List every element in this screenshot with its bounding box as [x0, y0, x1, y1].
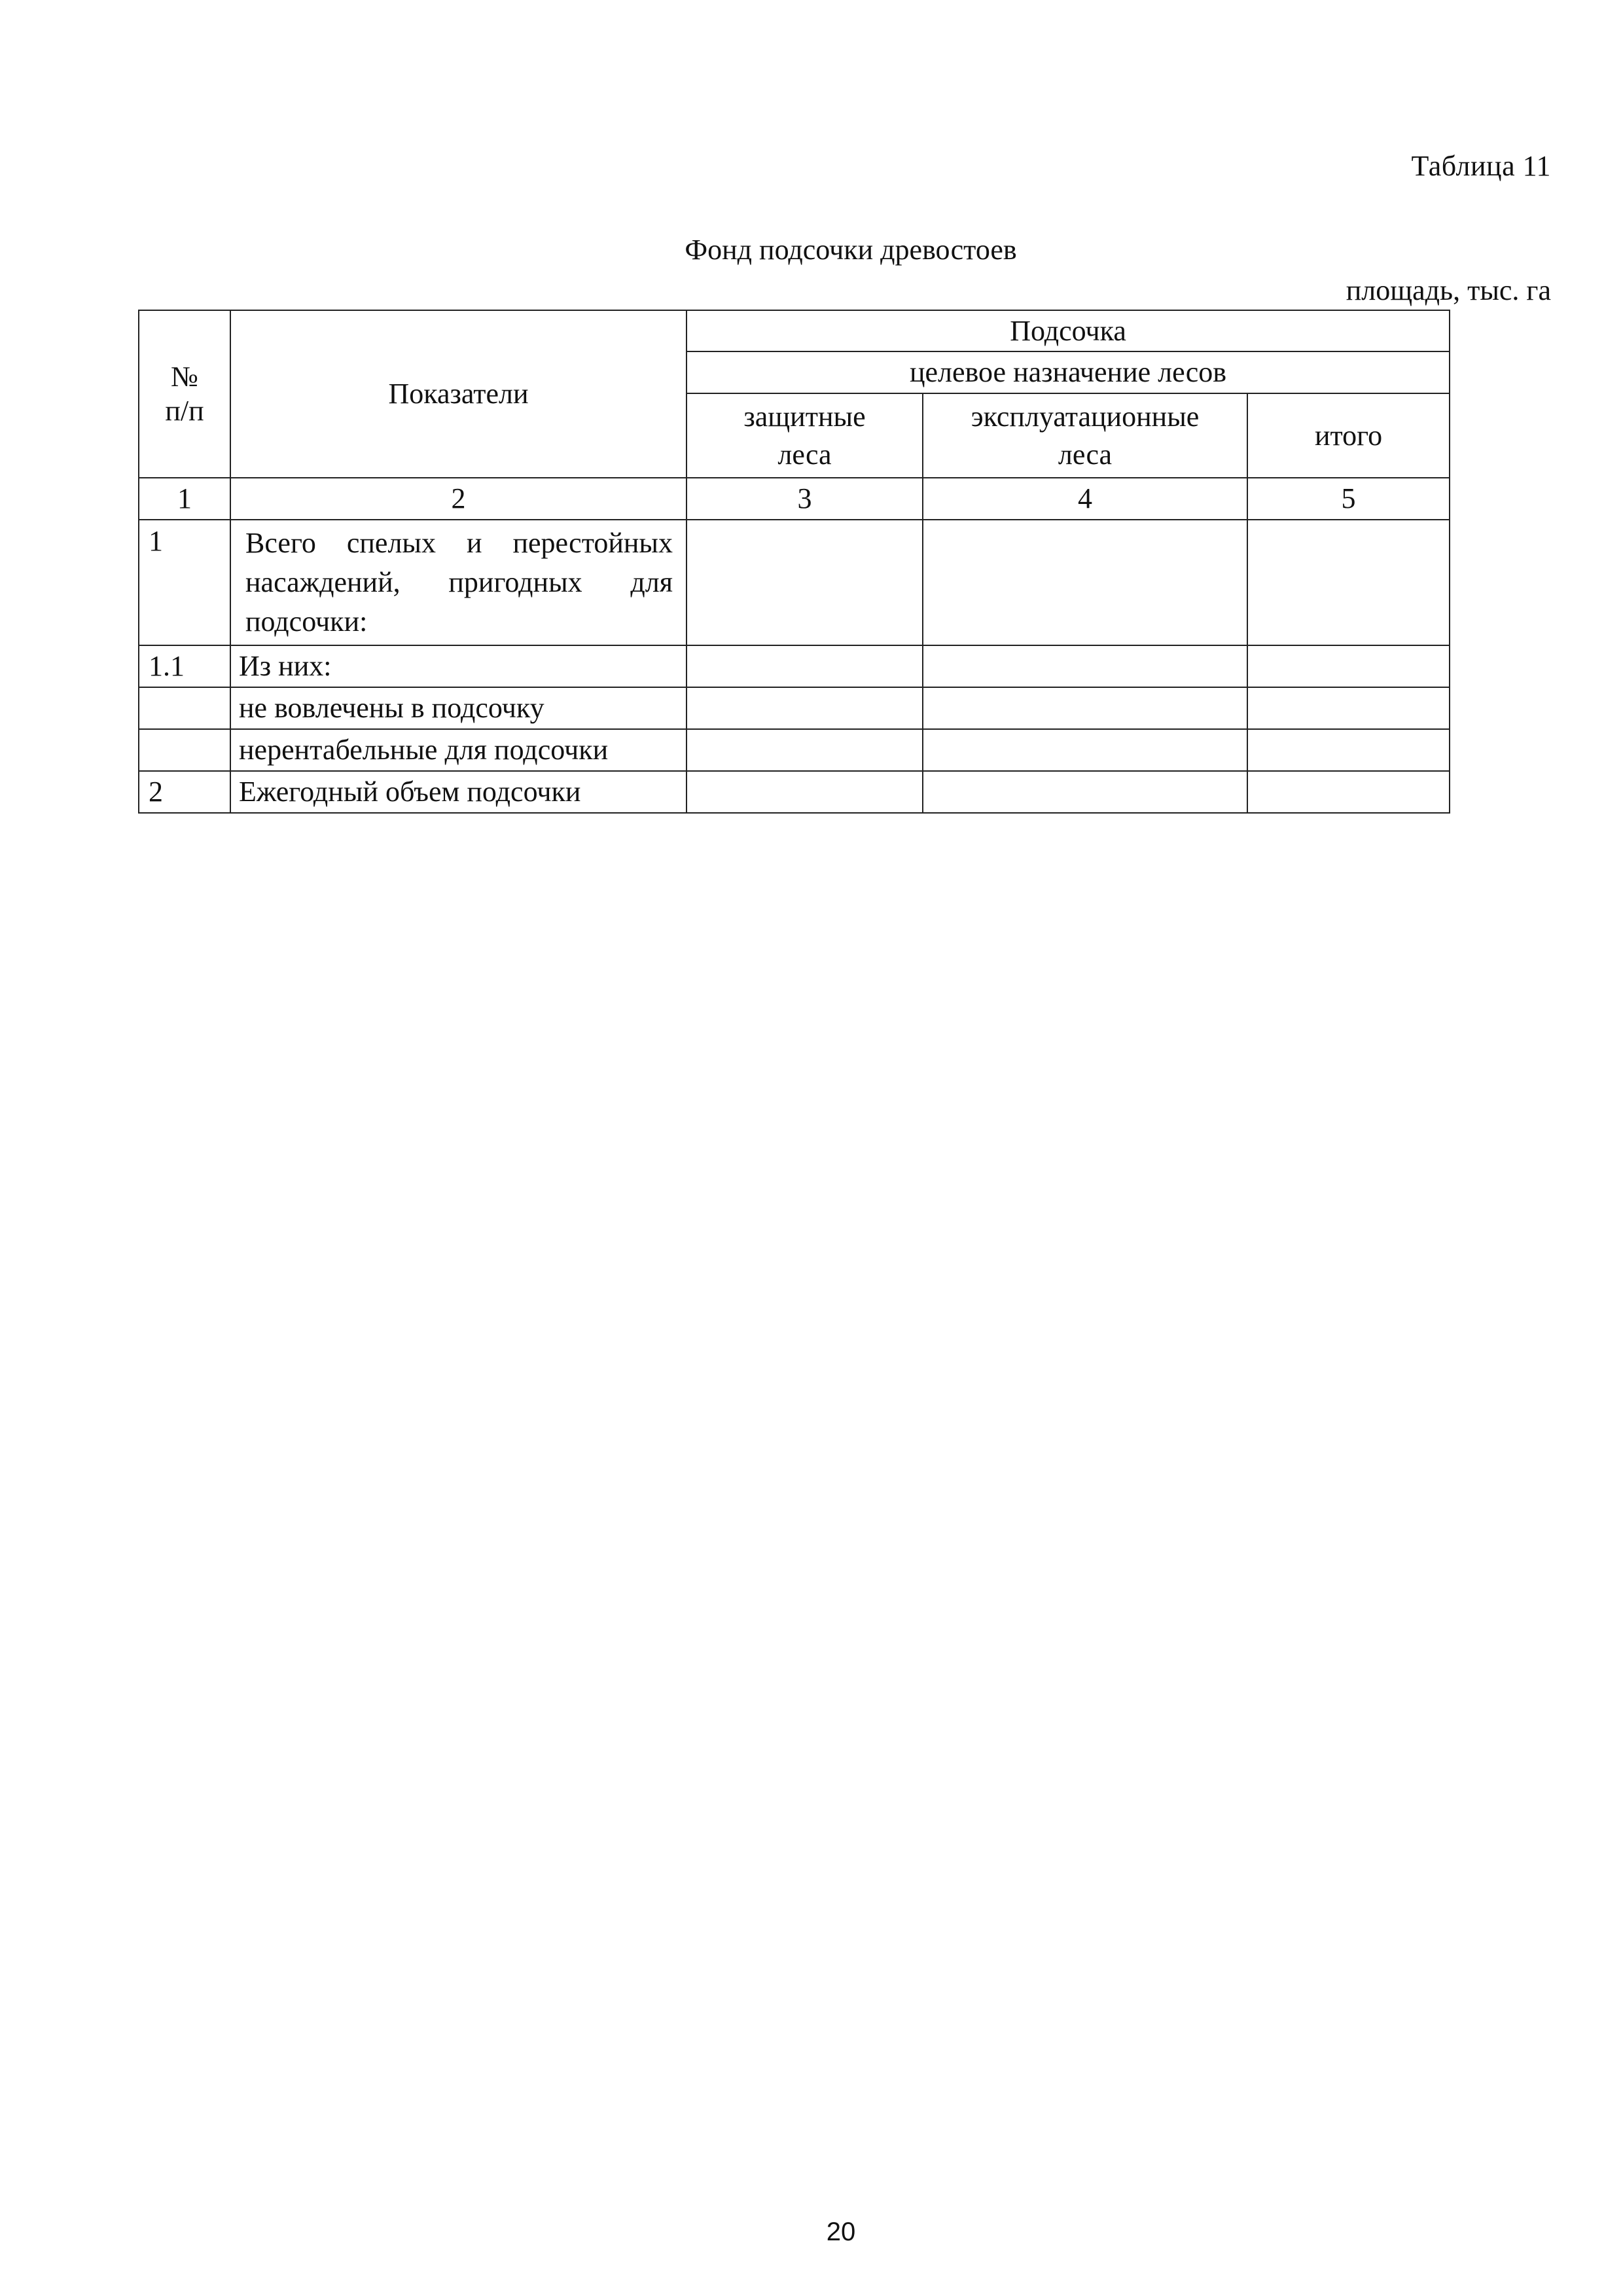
table-label: Таблица 11 [1411, 150, 1551, 182]
row-indicator: Всего спелых и перестойных насаждений, пригодных для подсочки: [230, 520, 687, 645]
cell-total [1247, 645, 1450, 687]
header-cell-num: № п/п [139, 310, 230, 478]
cell-protective [687, 729, 923, 771]
column-number: 1 [139, 478, 230, 520]
header-cell-protective: защитные леса [687, 393, 923, 478]
row-number: 1 [139, 520, 230, 645]
row-number: 2 [139, 771, 230, 813]
page-number: 20 [826, 2217, 856, 2246]
table-row [139, 771, 1450, 813]
row-indicator: не вовлечены в подсочку [230, 687, 687, 729]
cell-total [1247, 771, 1450, 813]
column-number: 3 [687, 478, 923, 520]
cell-total [1247, 687, 1450, 729]
row-indicator: Из них: [230, 645, 687, 687]
table-title: Фонд подсочки древостоев [685, 234, 1017, 266]
cell-protective [687, 645, 923, 687]
header-cell-total: итого [1247, 393, 1450, 478]
header-row-1 [139, 310, 1450, 351]
cell-protective [687, 687, 923, 729]
cell-total [1247, 729, 1450, 771]
cell-exploitation [923, 687, 1247, 729]
header-cell-exploitation: эксплуатационные леса [923, 393, 1247, 478]
column-number: 5 [1247, 478, 1450, 520]
cell-exploitation [923, 645, 1247, 687]
table-row [139, 687, 1450, 729]
cell-exploitation [923, 729, 1247, 771]
fund-table [138, 310, 1450, 814]
column-number: 4 [923, 478, 1247, 520]
cell-protective [687, 771, 923, 813]
table-row [139, 520, 1450, 645]
column-number: 2 [230, 478, 687, 520]
cell-exploitation [923, 520, 1247, 645]
table-row [139, 729, 1450, 771]
column-number-row [139, 478, 1450, 520]
header-cell-group: Подсочка [687, 310, 1450, 351]
header-cell-subgroup: целевое назначение лесов [687, 351, 1450, 393]
row-indicator: Ежегодный объем подсочки [230, 771, 687, 813]
cell-protective [687, 520, 923, 645]
row-number [139, 687, 230, 729]
header-cell-indicator: Показатели [230, 310, 687, 478]
units-note: площадь, тыс. га [1346, 274, 1551, 306]
cell-exploitation [923, 771, 1247, 813]
table-row [139, 645, 1450, 687]
row-number: 1.1 [139, 645, 230, 687]
cell-total [1247, 520, 1450, 645]
row-number [139, 729, 230, 771]
row-indicator: нерентабельные для подсочки [230, 729, 687, 771]
